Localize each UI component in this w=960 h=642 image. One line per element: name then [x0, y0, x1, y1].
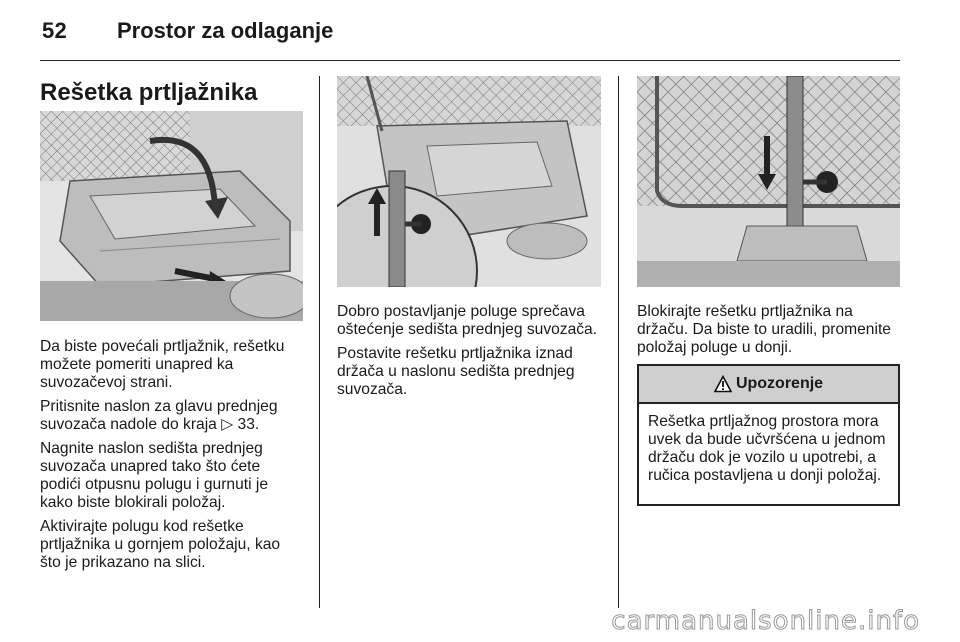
- warning-text: Rešetka prtljažnog prostora mora uvek da bude učvršćena u jednom držaču dok je vozilo u upotrebi, a ručica postavljena u donji položaj.: [648, 413, 886, 484]
- warning-triangle-icon: [714, 375, 732, 393]
- figure-seat-fold: [40, 111, 303, 321]
- paragraph: Blokirajte rešetku prtljažnika na držaču. Da biste to uradili, promenite položaj poluge u donji.: [637, 303, 891, 356]
- paragraph: Nagnite naslon sedišta prednjeg suvozača unapred tako što ćete podići otpusnu polugu i gurnuti je kako biste blokirali položaj.: [40, 440, 269, 511]
- figure-lever-down: [637, 76, 900, 287]
- chapter-title: Prostor za odlaganje: [117, 18, 334, 43]
- paragraph: Aktivirajte polugu kod rešetke prtljažnika u gornjem položaju, kao što je prikazano na slici.: [40, 518, 281, 571]
- section-title: Rešetka prtljažnika: [40, 79, 258, 106]
- page-ref[interactable]: 33.: [237, 416, 260, 433]
- warning-header: [639, 366, 898, 404]
- column-divider-1: [319, 76, 320, 608]
- column1-text: [40, 338, 305, 578]
- warning-box: [637, 364, 900, 506]
- column-divider-2: [618, 76, 619, 608]
- column3-text: [637, 303, 905, 363]
- paragraph: Dobro postavljanje poluge sprečava oštećenje sedišta prednjeg suvozača.: [337, 303, 598, 338]
- paragraph: Pritisnite naslon za glavu prednjeg suvozača nadole do kraja: [40, 398, 278, 433]
- warning-title: Upozorenje: [735, 375, 824, 392]
- page-ref-arrow-icon: ▷: [221, 416, 234, 433]
- paragraph: Da biste povećali prtljažnik, rešetku možete pomeriti unapred ka suvozačevoj strani.: [40, 338, 285, 391]
- figure-lever-up: [337, 76, 601, 287]
- column2-text: [337, 303, 607, 405]
- header-divider: [40, 60, 900, 61]
- page-number: 52: [42, 18, 68, 43]
- watermark: carmanualsonline.info: [611, 606, 920, 636]
- paragraph: Postavite rešetku prtljažnika iznad držača u naslonu sedišta prednjeg suvozača.: [337, 345, 575, 398]
- paragraph-with-ref: [40, 398, 305, 434]
